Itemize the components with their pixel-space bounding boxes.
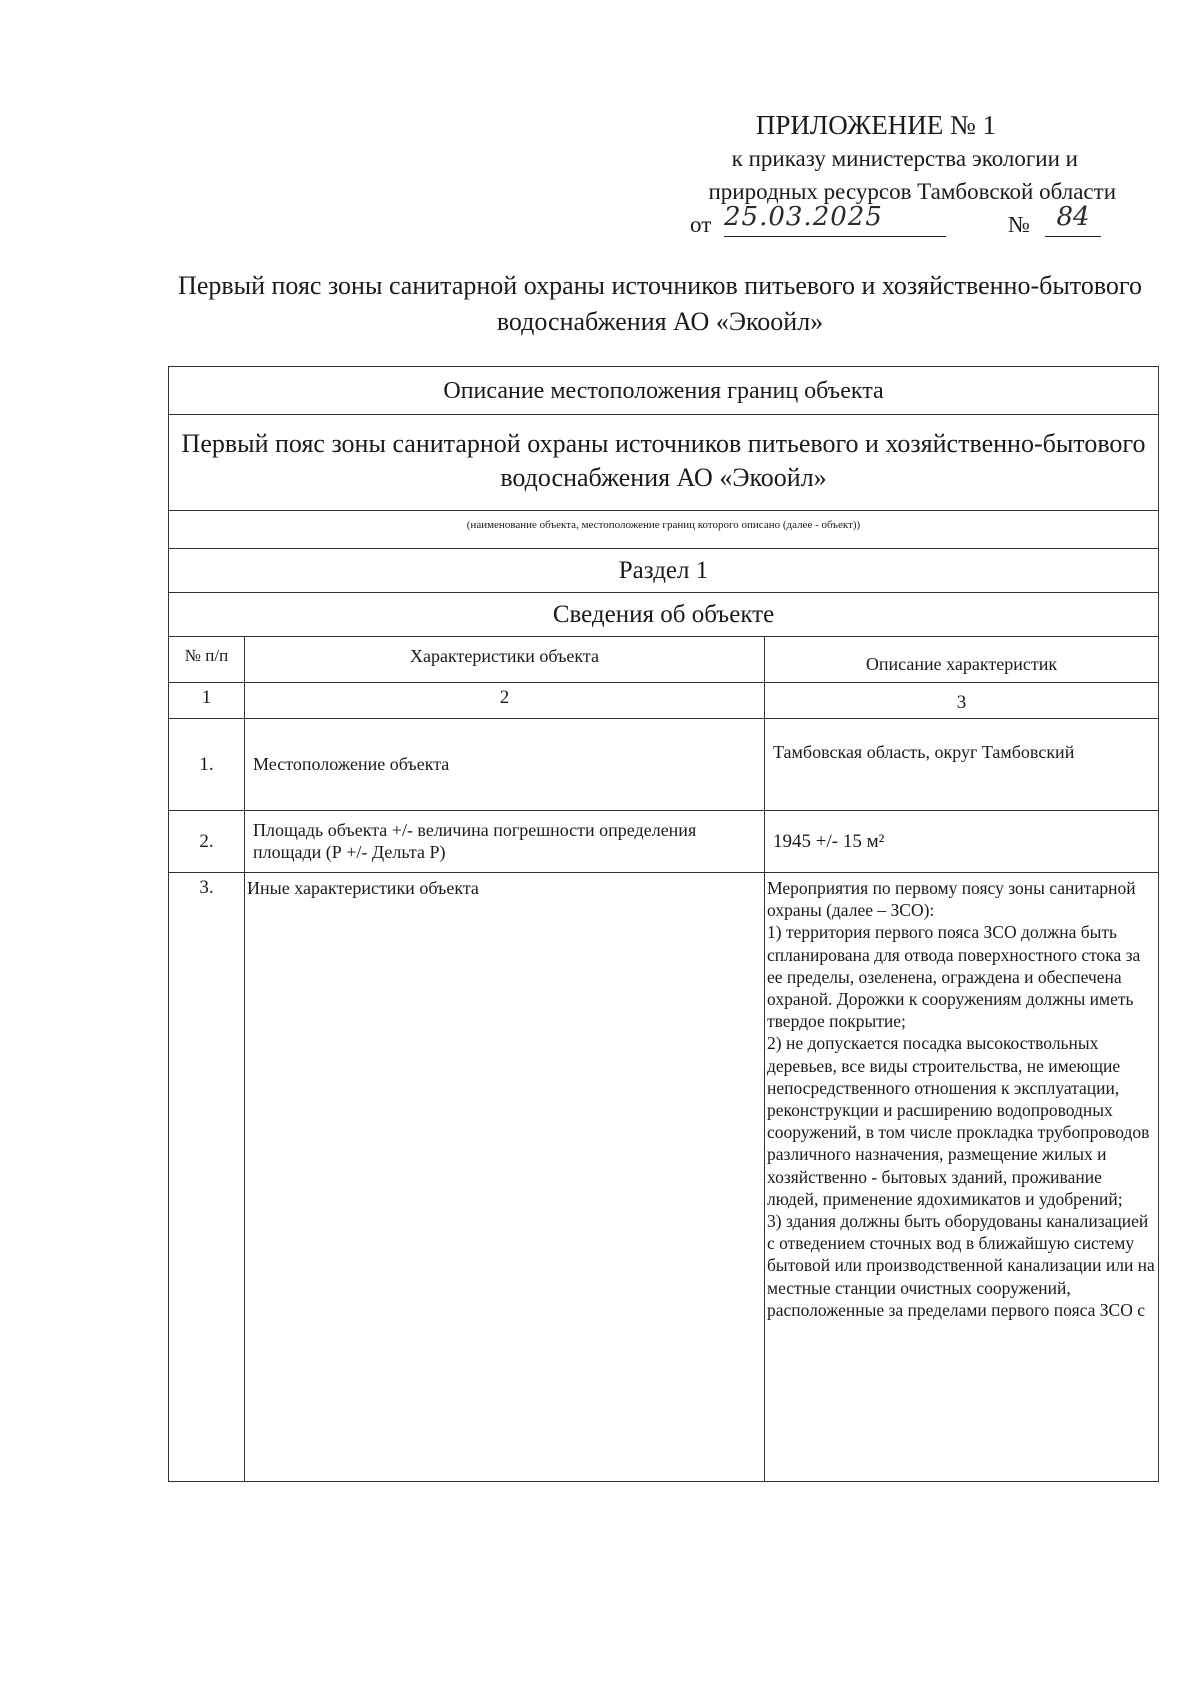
table-header-row [169, 637, 1158, 683]
column-number-row [169, 683, 1158, 719]
section-title: Сведения об объекте [169, 593, 1158, 637]
column-number: 2 [245, 683, 765, 718]
annex-date-line [690, 202, 1120, 250]
row-description: 1945 +/- 15 м² [773, 831, 885, 852]
annex-line-2: природных ресурсов Тамбовской области [708, 179, 1116, 204]
object-table [168, 366, 1159, 1482]
annex-line-1: к приказу министерства экологии и [731, 146, 1078, 171]
column-header: Характеристики объекта [245, 637, 765, 682]
order-date: 25.03.2025 [724, 202, 946, 237]
order-number: 84 [1045, 202, 1101, 237]
annex-header [709, 108, 1117, 208]
from-label: от [690, 212, 712, 237]
row-characteristic: Местоположение объекта [245, 719, 765, 810]
table-row [169, 811, 1158, 873]
object-note: (наименование объекта, местоположение границ которого описано (далее - объект)) [169, 511, 1158, 549]
document-heading: Первый пояс зоны санитарной охраны источников питьевого и хозяйственно-бытового водоснабжения АО «Экоойл» [178, 271, 1142, 336]
table-row [169, 719, 1158, 811]
row-number: 2. [169, 811, 245, 872]
row-characteristic: Иные характеристики объекта [245, 873, 765, 1481]
row-characteristic: Площадь объекта +/- величина погрешности определения площади (Р +/- Дельта Р) [245, 811, 765, 872]
column-header: Описание характеристик [865, 654, 1058, 674]
description-title: Описание местоположения границ объекта [169, 367, 1158, 415]
section-number: Раздел 1 [169, 549, 1158, 593]
annex-title: ПРИЛОЖЕНИЕ № 1 [755, 110, 996, 140]
number-label: № [1008, 212, 1030, 237]
column-number: 1 [169, 683, 245, 718]
column-number: 3 [956, 692, 967, 713]
row-description: Мероприятия по первому поясу зоны санитарной охраны (далее – ЗСО): 1) территория первого пояса ЗСО должна быть спланирована для отвода поверхностного стока за ее пределы, озеленена, ограждена и обеспечена охраной. Дорожки к сооружениям должны иметь твердое покрытие; 2) не допускается посадка высокоствольных деревьев, все виды строительства, не имеющие непосредственного отношения к эксплуатации, реконструкции и расширению водопроводных сооружений, в том числе прокладка трубопроводов различного назначения, размещение жилых и хозяйственно - бытовых зданий, проживание людей, применение ядохимикатов и удобрений; 3) здания должны быть оборудованы канализацией с отведением сточных вод в ближайшую систему бытовой или производственной канализации или на местные станции очистных сооружений, расположенные за пределами первого пояса ЗСО с [767, 878, 1155, 1320]
row-description: Тамбовская область, округ Тамбовский [773, 742, 1075, 762]
column-header: № п/п [169, 637, 245, 682]
table-row [169, 873, 1158, 1481]
row-number: 3. [169, 873, 245, 1481]
row-number: 1. [169, 719, 245, 810]
object-name: Первый пояс зоны санитарной охраны источников питьевого и хозяйственно-бытового водоснабжения АО «Экоойл» [169, 415, 1158, 511]
